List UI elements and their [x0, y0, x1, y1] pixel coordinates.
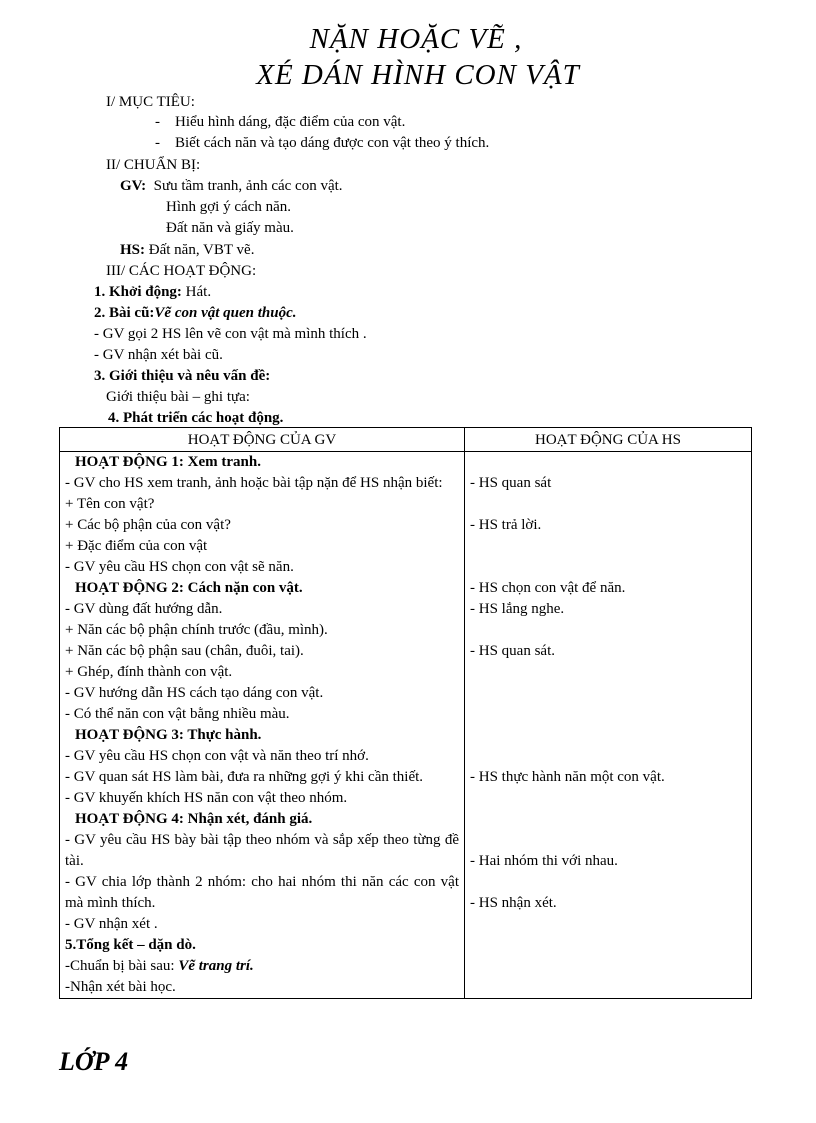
hs-line: - HS thực hành năn một con vật. — [470, 769, 665, 785]
gv-line: - GV dùng đất hướng dẫn. — [65, 601, 223, 617]
activity-heading: HOẠT ĐỘNG 2: Cách nặn con vật. — [75, 580, 303, 596]
muc-tieu-item: - Biết cách năn và tạo dáng được con vật theo ý thích. — [155, 135, 490, 151]
title-line-2: XÉ DÁN HÌNH CON VẬT — [256, 59, 580, 91]
step-3-text: Giới thiệu bài – ghi tựa: — [106, 389, 250, 405]
gv-line: - GV quan sát HS làm bài, đưa ra những gợi ý khi cần thiết. — [65, 769, 424, 785]
hs-line: - HS chọn con vật để năn. — [470, 580, 626, 596]
step-1: 1. Khởi động: Hát. — [94, 284, 212, 300]
step-2-item: - GV gọi 2 HS lên vẽ con vật mà mình thích . — [94, 326, 367, 342]
gv-line: - GV cho HS xem tranh, ảnh hoặc bài tập nặn để HS nhận biết: — [65, 475, 443, 491]
hs-activities — [465, 452, 752, 999]
hs-line: - HS quan sát — [470, 475, 552, 491]
heading-chuan-bi: II/ CHUẨN BỊ: — [106, 157, 201, 173]
gv-activities — [60, 452, 465, 999]
gv-line: - GV yêu cầu HS chọn con vật sẽ năn. — [65, 559, 294, 575]
gv-line: + Các bộ phận của con vật? — [65, 517, 231, 533]
heading-hoat-dong: III/ CÁC HOẠT ĐỘNG: — [106, 263, 257, 279]
step-3: 3. Giới thiệu và nêu vấn đề: — [94, 368, 271, 384]
hs-line: - HS lắng nghe. — [470, 601, 565, 617]
step-2-item: - GV nhận xét bài cũ. — [94, 347, 223, 363]
gv-line: -Nhận xét bài học. — [65, 979, 176, 995]
gv-line: + Tên con vật? — [65, 496, 155, 512]
gv-line: + Năn các bộ phận chính trước (đầu, mình). — [65, 622, 328, 638]
hs-line: - Hai nhóm thi với nhau. — [470, 853, 618, 869]
gv-prep: GV: Sưu tầm tranh, ảnh các con vật. — [120, 178, 343, 194]
class-label: LỚP 4 — [59, 1047, 129, 1076]
hs-line: - HS quan sát. — [470, 643, 555, 659]
hs-line: - HS trả lời. — [470, 517, 542, 533]
activity-heading: HOẠT ĐỘNG 1: Xem tranh. — [75, 454, 261, 470]
step-2: 2. Bài cũ:Vẽ con vật quen thuộc. — [94, 305, 297, 321]
gv-line: -Chuẩn bị bài sau: Vẽ trang trí. — [65, 958, 254, 974]
gv-line: - GV nhận xét . — [65, 916, 158, 932]
gv-line: - GV yêu cầu HS chọn con vật và năn theo trí nhớ. — [65, 748, 369, 764]
activities-table — [59, 427, 752, 999]
gv-line: + Đặc điểm của con vật — [65, 538, 208, 554]
gv-line: + Năn các bộ phận sau (chân, đuôi, tai). — [65, 643, 304, 659]
gv-line: - GV hướng dẫn HS cách tạo dáng con vật. — [65, 685, 324, 701]
hs-line: - HS nhận xét. — [470, 895, 557, 911]
activity-heading: HOẠT ĐỘNG 4: Nhận xét, đánh giá. — [75, 811, 313, 827]
gv-line: - GV yêu cầu HS bày bài tập theo nhóm và sắp xếp theo từng đề tài. — [65, 832, 459, 869]
gv-line: - Có thể năn con vật bằng nhiều màu. — [65, 706, 290, 722]
header-hs: HOẠT ĐỘNG CỦA HS — [465, 428, 752, 452]
gv-prep-item: Hình gợi ý cách năn. — [166, 199, 291, 215]
gv-line: - GV khuyến khích HS năn con vật theo nhóm. — [65, 790, 348, 806]
gv-prep-item: Đất năn và giấy màu. — [166, 220, 294, 236]
gv-line: - GV chia lớp thành 2 nhóm: cho hai nhóm thi năn các con vật mà mình thích. — [65, 874, 459, 911]
header-gv: HOẠT ĐỘNG CỦA GV — [60, 428, 465, 452]
step-4: 4. Phát triển các hoạt động. — [108, 410, 284, 426]
gv-line: + Ghép, đính thành con vật. — [65, 664, 233, 680]
summary-heading: 5.Tổng kết – dặn dò. — [65, 937, 196, 953]
muc-tieu-item: - Hiểu hình dáng, đặc điểm của con vật. — [155, 114, 406, 130]
hs-prep: HS: Đất năn, VBT vẽ. — [120, 242, 255, 258]
title-line-1: NẶN HOẶC VẼ , — [309, 23, 523, 55]
activity-heading: HOẠT ĐỘNG 3: Thực hành. — [75, 727, 262, 743]
heading-muc-tieu: I/ MỤC TIÊU: — [106, 94, 195, 110]
